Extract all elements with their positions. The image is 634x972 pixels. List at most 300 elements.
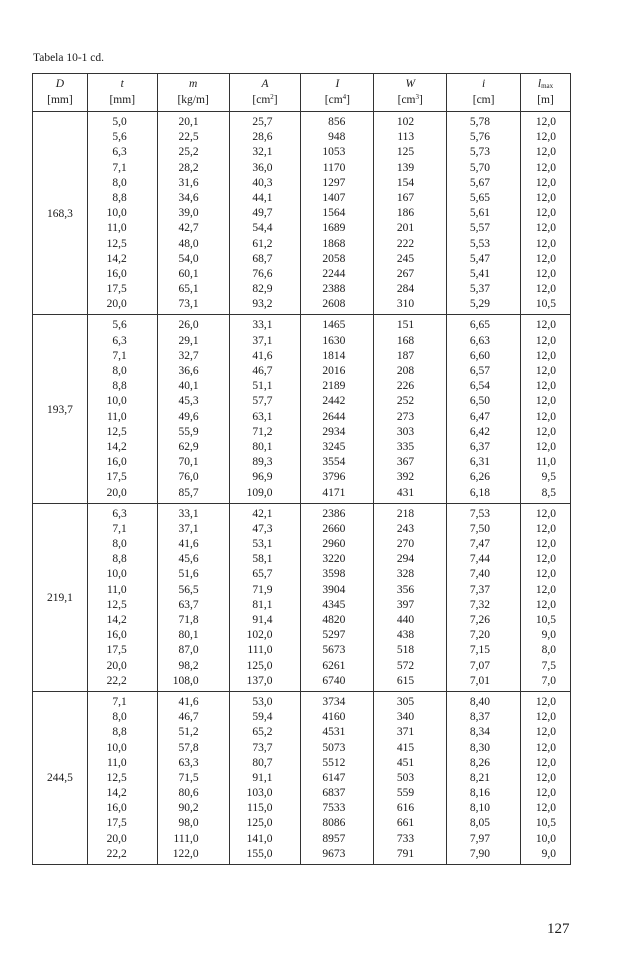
table-value: 51,2 — [178, 726, 199, 739]
table-value: 82,9 — [252, 283, 273, 296]
column-unit-text: [cm — [252, 94, 271, 106]
table-value: 47,3 — [252, 522, 273, 535]
table-value: 8,10 — [469, 802, 491, 815]
table-value: 96,9 — [252, 471, 273, 484]
table-value: 49,6 — [178, 410, 199, 423]
table-value: 63,7 — [178, 598, 199, 611]
table-value: 8,26 — [469, 756, 491, 769]
table-value: 55,9 — [178, 425, 199, 438]
table-value: 2442 — [322, 395, 346, 408]
table-value: 5,78 — [469, 116, 491, 128]
table-value: 2660 — [322, 522, 346, 535]
table-value: 9,0 — [541, 847, 556, 860]
table-value: 81,1 — [252, 598, 273, 611]
values-cell-i — [447, 691, 521, 864]
table-value: 856 — [328, 116, 346, 128]
table-value: 68,7 — [252, 252, 273, 265]
table-value: 267 — [396, 267, 415, 280]
table-value: 5073 — [322, 741, 346, 754]
column-unit: $[cm^3]$ — [397, 93, 423, 106]
table-value: 12,5 — [106, 771, 127, 784]
table-value: 518 — [396, 644, 415, 657]
table-value: 503 — [396, 771, 415, 784]
table-value: 7,07 — [469, 659, 491, 672]
table-value: 1564 — [322, 207, 346, 220]
table-value: 1297 — [322, 176, 346, 189]
column-unit-text: [kg/m] — [177, 94, 209, 106]
table-value: 245 — [396, 252, 415, 265]
table-value: 125 — [396, 146, 415, 159]
column-unit-text: [mm] — [47, 94, 73, 106]
table-value: 733 — [396, 832, 415, 845]
table-value: 49,7 — [252, 207, 273, 220]
column-symbol: W — [405, 78, 416, 90]
table-value: 2386 — [322, 507, 346, 520]
table-value: 40,1 — [178, 380, 199, 393]
table-value: 7533 — [322, 802, 346, 815]
table-value: 12,5 — [106, 425, 127, 438]
column-unit — [88, 92, 157, 108]
table-value: 41,6 — [178, 538, 199, 551]
values-cell-i — [447, 112, 521, 315]
table-value: 1689 — [322, 222, 346, 235]
table-value: 33,1 — [178, 507, 199, 520]
table-value: 54,0 — [178, 252, 199, 265]
table-value: 12,0 — [535, 522, 556, 535]
values-cell-l — [521, 315, 571, 503]
table-value: 17,5 — [106, 283, 127, 296]
table-value: 103,0 — [246, 787, 273, 800]
table-value: 9,0 — [541, 629, 556, 642]
table-value: 12,0 — [535, 553, 556, 566]
table-value: 12,0 — [535, 695, 556, 708]
table-value: 102,0 — [246, 629, 273, 642]
table-value: 2016 — [322, 365, 346, 377]
table-row — [33, 503, 571, 691]
table-value: 167 — [396, 191, 415, 204]
table-value: 10,0 — [106, 395, 127, 408]
column-unit: $[cm^2]$ — [252, 93, 278, 106]
values-cell-a — [229, 112, 301, 315]
table-value: 12,0 — [535, 283, 556, 296]
table-value: 2244 — [322, 267, 346, 280]
table-value: 340 — [396, 711, 415, 724]
table-value: 310 — [396, 298, 415, 311]
table-value: 12,0 — [535, 131, 556, 144]
table-value: 5,29 — [469, 298, 491, 311]
table-value: 154 — [396, 176, 415, 189]
table-row — [33, 691, 571, 864]
table-value: 201 — [396, 222, 415, 235]
table-value: 37,1 — [178, 522, 199, 535]
table-value: 6,54 — [469, 380, 491, 393]
table-value: 34,6 — [178, 191, 199, 204]
table-value: 12,0 — [535, 161, 556, 174]
table-value: 57,7 — [252, 395, 273, 408]
table-value: 57,8 — [178, 741, 199, 754]
column-unit-exponent: 2 — [270, 93, 274, 101]
table-value: 12,0 — [535, 711, 556, 724]
table-value: 7,15 — [469, 644, 491, 657]
table-value: 111,0 — [173, 832, 199, 845]
table-value: 12,0 — [535, 237, 556, 250]
table-value: 2608 — [322, 298, 346, 311]
table-value: 8,0 — [112, 711, 127, 724]
table-value: 270 — [396, 538, 415, 551]
values-cell-t — [87, 691, 157, 864]
table-value: 661 — [396, 817, 415, 830]
table-value: 85,7 — [178, 486, 199, 499]
values-cell-w — [374, 112, 447, 315]
table-value: 6,3 — [112, 334, 127, 347]
table-value: 3554 — [322, 456, 346, 469]
table-value: 12,0 — [535, 802, 556, 815]
column-symbol-subscript: max — [541, 82, 554, 90]
table-value: 12,0 — [535, 410, 556, 423]
table-value: 303 — [396, 425, 415, 438]
table-value: 5,61 — [469, 207, 491, 220]
table-value: 6147 — [322, 771, 346, 784]
table-value: 5,76 — [469, 131, 491, 144]
table-value: 226 — [396, 380, 415, 393]
table-value: 8,8 — [112, 553, 127, 566]
table-value: 141,0 — [246, 832, 273, 845]
values-cell-l — [521, 503, 571, 691]
table-value: 36,0 — [252, 161, 273, 174]
table-value: 137,0 — [246, 674, 273, 687]
table-value: 10,5 — [535, 298, 556, 311]
column-unit-exponent: 4 — [342, 93, 347, 101]
table-value: 11,0 — [106, 583, 127, 596]
column-header — [87, 74, 157, 112]
table-value: 139 — [396, 161, 415, 174]
table-value: 6,31 — [469, 456, 491, 469]
table-value: 3734 — [322, 695, 346, 708]
table-value: 5,6 — [112, 319, 127, 332]
table-value: 5,73 — [469, 146, 491, 159]
table-value: 335 — [396, 440, 415, 453]
table-value: 10,0 — [106, 568, 127, 581]
table-value: 7,20 — [469, 629, 491, 642]
table-value: 10,0 — [106, 741, 127, 754]
table-value: 20,0 — [106, 832, 127, 845]
table-value: 12,0 — [535, 726, 556, 739]
table-value: 5,57 — [469, 222, 491, 235]
values-cell-m — [157, 315, 229, 503]
table-value: 208 — [396, 365, 415, 377]
values-cell-w — [374, 691, 447, 864]
table-value: 948 — [328, 131, 346, 144]
table-value: 8,34 — [469, 726, 491, 739]
table-value: 2058 — [322, 252, 346, 265]
table-value: 6261 — [322, 659, 346, 672]
table-value: 10,0 — [535, 832, 556, 845]
table-value: 8,0 — [112, 538, 127, 551]
table-value: 45,6 — [178, 553, 199, 566]
column-header — [229, 74, 301, 112]
table-value: 187 — [396, 349, 415, 362]
table-value: 53,0 — [252, 695, 273, 708]
table-value: 4820 — [322, 614, 346, 626]
table-value: 111,0 — [247, 644, 273, 657]
table-value: 12,0 — [535, 267, 556, 280]
table-value: 3245 — [322, 440, 346, 453]
column-unit — [447, 92, 520, 108]
table-value: 32,1 — [252, 146, 273, 159]
table-value: 8,5 — [541, 486, 556, 499]
table-value: 6,3 — [112, 146, 127, 159]
table-value: 53,1 — [252, 538, 273, 551]
values-cell-i — [447, 315, 521, 503]
table-value: 7,01 — [469, 674, 491, 687]
table-value: 71,2 — [252, 425, 273, 438]
table-value: 17,5 — [106, 644, 127, 657]
values-cell-i — [301, 112, 374, 315]
column-unit — [33, 92, 87, 108]
values-cell-w — [374, 503, 447, 691]
table-caption: Tabela 10-1 cd. — [33, 52, 105, 64]
table-value: 71,5 — [178, 771, 199, 784]
table-value: 29,1 — [178, 334, 199, 347]
table-value: 125,0 — [246, 817, 273, 830]
table-value: 6,47 — [469, 410, 491, 423]
table-value: 6,26 — [469, 471, 491, 484]
table-value: 12,0 — [535, 334, 556, 347]
table-value: 4160 — [322, 711, 346, 724]
table-value: 294 — [396, 553, 415, 566]
column-symbol: D — [55, 78, 65, 90]
values-cell-i — [447, 503, 521, 691]
table-value: 20,1 — [178, 116, 199, 128]
table-value: 7,37 — [469, 583, 491, 596]
values-cell-t — [87, 315, 157, 503]
table-value: 46,7 — [252, 365, 273, 377]
table-value: 6837 — [322, 787, 346, 800]
table-value: 76,0 — [178, 471, 199, 484]
table-value: 7,1 — [112, 522, 127, 535]
table-value: 11,0 — [536, 456, 556, 469]
table-value: 615 — [396, 674, 415, 687]
table-value: 51,1 — [252, 380, 273, 393]
table-value: 155,0 — [246, 847, 273, 860]
table-value: 8,16 — [469, 787, 491, 800]
table-value: 122,0 — [172, 847, 199, 860]
table-value: 328 — [396, 568, 415, 581]
table-value: 4171 — [322, 486, 346, 499]
table-value: 6,42 — [469, 425, 491, 438]
table-value: 1407 — [322, 191, 346, 204]
table-value: 8957 — [322, 832, 346, 845]
table-value: 17,5 — [106, 471, 127, 484]
table-value: 61,2 — [252, 237, 273, 250]
table-value: 91,4 — [252, 614, 273, 626]
table-value: 98,0 — [178, 817, 199, 830]
table-value: 14,2 — [106, 614, 127, 626]
table-value: 7,40 — [469, 568, 491, 581]
table-value: 73,7 — [252, 741, 273, 754]
table-value: 89,3 — [252, 456, 273, 469]
table-value: 7,1 — [112, 349, 127, 362]
table-row — [33, 112, 571, 315]
table-value: 76,6 — [252, 267, 273, 280]
table-value: 5,47 — [469, 252, 491, 265]
table-value: 559 — [396, 787, 415, 800]
table-value: 25,7 — [252, 116, 273, 128]
table-value: 5,37 — [469, 283, 491, 296]
table-value: 356 — [396, 583, 415, 596]
table-value: 90,2 — [178, 802, 199, 815]
table-value: 218 — [396, 507, 415, 520]
table-value: 3904 — [322, 583, 346, 596]
values-cell-i — [301, 691, 374, 864]
table-value: 40,3 — [252, 176, 273, 189]
table-value: 1630 — [322, 334, 346, 347]
table-value: 305 — [396, 695, 415, 708]
table-value: 8,05 — [469, 817, 491, 830]
table-value: 98,2 — [178, 659, 199, 672]
table-value: 6,63 — [469, 334, 491, 347]
table-value: 397 — [396, 598, 415, 611]
table-value: 2388 — [322, 283, 346, 296]
table-value: 16,0 — [106, 629, 127, 642]
table-value: 273 — [396, 410, 415, 423]
table-value: 12,0 — [535, 507, 556, 520]
table-value: 12,0 — [535, 146, 556, 159]
table-value: 36,6 — [178, 365, 199, 377]
table-value: 12,0 — [535, 176, 556, 189]
table-value: 6,3 — [112, 507, 127, 520]
table-value: 11,0 — [106, 410, 127, 423]
table-value: 115,0 — [247, 802, 273, 815]
table-value: 7,44 — [469, 553, 491, 566]
table-value: 10,0 — [106, 207, 127, 220]
table-row — [33, 315, 571, 503]
table-value: 14,2 — [106, 787, 127, 800]
table-value: 22,5 — [178, 131, 199, 144]
values-cell-i — [301, 315, 374, 503]
table-value: 12,0 — [535, 252, 556, 265]
table-value: 12,0 — [535, 116, 556, 128]
table-value: 7,32 — [469, 598, 491, 611]
table-value: 8,0 — [541, 644, 556, 657]
table-value: 80,6 — [178, 787, 199, 800]
table-value: 12,0 — [535, 440, 556, 453]
table-value: 8,40 — [469, 695, 491, 708]
table-value: 438 — [396, 629, 415, 642]
table-value: 11,0 — [106, 756, 127, 769]
column-header — [33, 74, 88, 112]
outer-diameter-cell: 193,7 — [33, 315, 88, 503]
table-value: 25,2 — [178, 146, 199, 159]
table-value: 58,1 — [252, 553, 273, 566]
table-value: 65,1 — [178, 283, 199, 296]
table-value: 20,0 — [106, 298, 127, 311]
pipe-dimensions-table — [32, 73, 571, 865]
table-value: 392 — [396, 471, 415, 484]
outer-diameter-cell: 244,5 — [33, 691, 88, 864]
table-value: 7,50 — [469, 522, 491, 535]
table-value: 59,4 — [252, 711, 273, 724]
table-value: 109,0 — [246, 486, 273, 499]
values-cell-a — [229, 503, 301, 691]
table-value: 80,1 — [252, 440, 273, 453]
table-value: 791 — [396, 847, 415, 860]
table-value: 186 — [396, 207, 415, 220]
table-value: 5,67 — [469, 176, 491, 189]
table-value: 12,0 — [535, 756, 556, 769]
table-value: 12,5 — [106, 598, 127, 611]
values-cell-i — [301, 503, 374, 691]
table-value: 41,6 — [252, 349, 273, 362]
table-value: 16,0 — [106, 267, 127, 280]
table-value: 63,3 — [178, 756, 199, 769]
column-unit — [158, 92, 229, 108]
table-value: 10,5 — [535, 614, 556, 626]
table-value: 44,1 — [252, 191, 273, 204]
table-value: 28,6 — [252, 131, 273, 144]
table-value: 12,0 — [535, 538, 556, 551]
column-unit-text: [cm — [324, 94, 343, 106]
table-value: 7,97 — [469, 832, 491, 845]
table-value: 65,2 — [252, 726, 273, 739]
column-symbol: A — [261, 78, 269, 90]
table-value: 14,2 — [106, 440, 127, 453]
table-value: 45,3 — [178, 395, 199, 408]
table-value: 6,37 — [469, 440, 491, 453]
outer-diameter-cell: 219,1 — [33, 503, 88, 691]
table-value: 93,2 — [252, 298, 273, 311]
table-value: 2644 — [322, 410, 346, 423]
table-value: 11,0 — [106, 222, 127, 235]
table-value: 1868 — [322, 237, 346, 250]
column-header — [521, 74, 571, 112]
table-value: 80,7 — [252, 756, 273, 769]
table-value: 4345 — [322, 598, 346, 611]
table-value: 70,1 — [178, 456, 199, 469]
table-value: 415 — [396, 741, 415, 754]
table-value: 6,60 — [469, 349, 491, 362]
table-value: 14,2 — [106, 252, 127, 265]
table-value: 3598 — [322, 568, 346, 581]
table-value: 8,37 — [469, 711, 491, 724]
table-value: 12,0 — [535, 741, 556, 754]
column-symbol: t — [120, 78, 124, 90]
table-value: 12,0 — [535, 598, 556, 611]
column-symbol: m — [188, 78, 198, 90]
table-value: 39,0 — [178, 207, 199, 220]
table-value: 33,1 — [252, 319, 273, 332]
values-cell-l — [521, 691, 571, 864]
table-value: 440 — [396, 614, 415, 626]
table-value: 5,41 — [469, 267, 491, 280]
table-value: 60,1 — [178, 267, 199, 280]
table-value: 151 — [396, 319, 415, 332]
table-value: 7,53 — [469, 507, 491, 520]
table-value: 8,8 — [112, 191, 127, 204]
table-value: 80,1 — [178, 629, 199, 642]
column-symbol: i — [481, 78, 486, 90]
values-cell-m — [157, 503, 229, 691]
table-value: 5,6 — [112, 131, 127, 144]
table-value: 42,1 — [252, 507, 273, 520]
table-value: 252 — [396, 395, 415, 408]
table-value: 222 — [396, 237, 415, 250]
table-value: 22,2 — [106, 674, 127, 687]
outer-diameter-cell: 168,3 — [33, 112, 88, 315]
column-header — [301, 74, 374, 112]
table-value: 12,5 — [106, 237, 127, 250]
table-value: 12,0 — [535, 425, 556, 438]
